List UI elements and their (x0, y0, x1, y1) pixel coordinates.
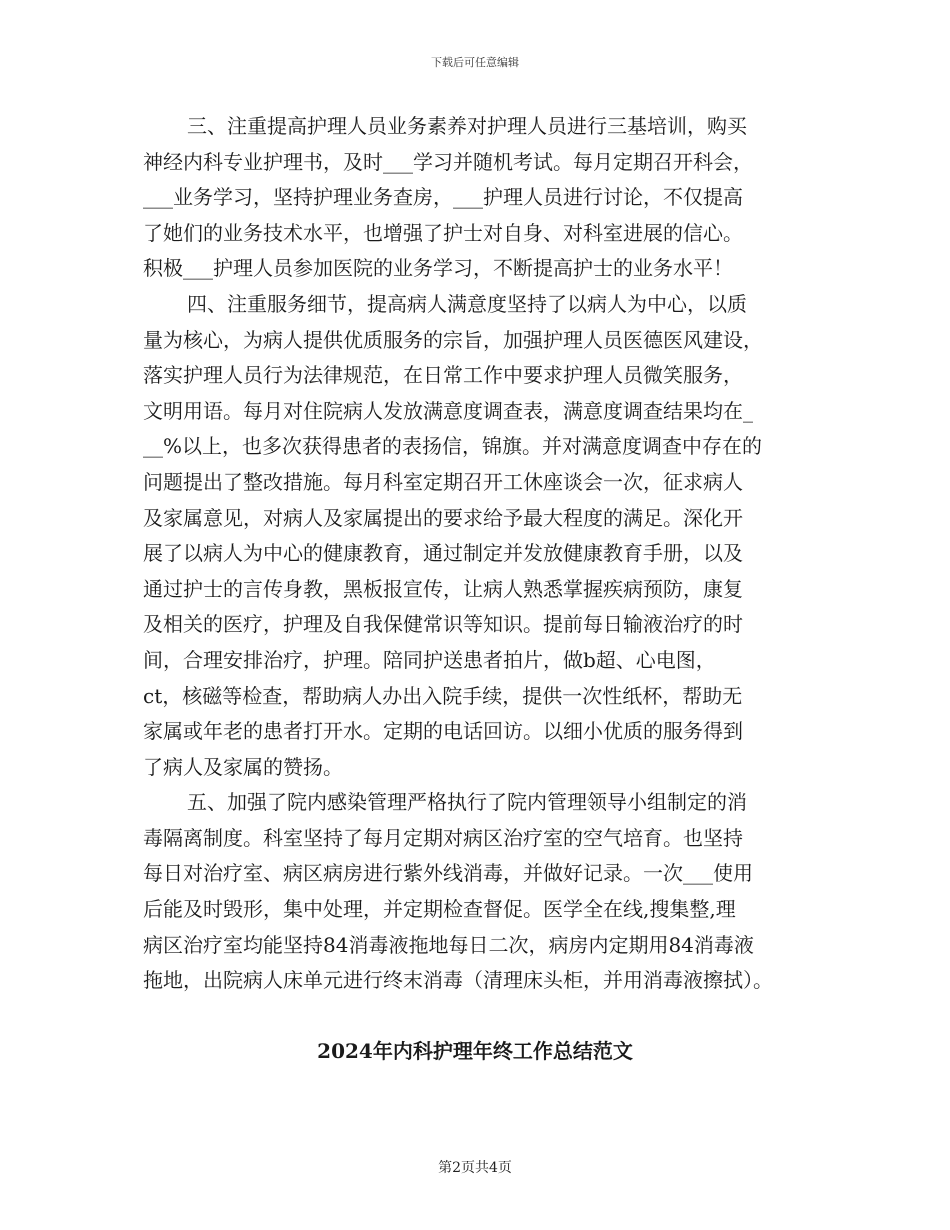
paragraph-line: 及相关的医疗，护理及自我保健常识等知识。提前每日输液治疗的时 (143, 612, 743, 637)
paragraph-line: 病区治疗室均能坚持84消毒液拖地每日二次，病房内定期用84消毒液 (143, 932, 754, 957)
paragraph-line: 了她们的业务技术水平，也增强了护士对自身、对科室进展的信心。 (143, 220, 743, 245)
paragraph-line: 量为核心，为病人提供优质服务的宗旨，加强护理人员医德医风建设， (143, 327, 763, 352)
paragraph-line: 及家属意见，对病人及家属提出的要求给予最大程度的满足。深化开 (143, 505, 743, 530)
paragraph-line: 每日对治疗室、病区病房进行紫外线消毒，并做好记录。一次___使用 (143, 861, 753, 886)
paragraph-line: 文明用语。每月对住院病人发放满意度调查表，满意度调查结果均在_ (143, 398, 753, 423)
paragraph-line: ct，核磁等检查，帮助病人办出入院手续，提供一次性纸杯，帮助无 (143, 683, 743, 708)
paragraph-line: 问题提出了整改措施。每月科室定期召开工休座谈会一次，征求病人 (143, 469, 743, 494)
page-number: 第2页共4页 (438, 1160, 512, 1176)
paragraph-line: 三、注重提高护理人员业务素养对护理人员进行三基培训，购买 (187, 114, 747, 138)
page-header-note: 下载后可任意编辑 (431, 56, 519, 69)
paragraph-line: 后能及时毁形，集中处理，并定期检查督促。医学全在线,搜集整,理 (143, 897, 736, 922)
document-title: 2024年内科护理年终工作总结范文 (317, 1039, 633, 1063)
document-body (143, 109, 823, 999)
paragraph-line: 家属或年老的患者打开水。定期的电话回访。以细小优质的服务得到 (143, 719, 743, 744)
paragraph-line: 展了以病人为中心的健康教育，通过制定并发放健康教育手册，以及 (143, 541, 743, 566)
paragraph-line: ___业务学习，坚持护理业务查房，___护理人员进行讨论，不仅提高 (143, 185, 743, 210)
paragraph-line: 神经内科专业护理书，及时___学习并随机考试。每月定期召开科会， (143, 149, 753, 174)
paragraph-line: 通过护士的言传身教，黑板报宣传，让病人熟悉掌握疾病预防，康复 (143, 576, 743, 601)
paragraph-line: 毒隔离制度。科室坚持了每月定期对病区治疗室的空气培育。也坚持 (143, 825, 743, 850)
paragraph-line: 四、注重服务细节，提高病人满意度坚持了以病人为中心，以质 (187, 291, 747, 316)
paragraph-line: 拖地，出院病人床单元进行终末消毒（清理床头柜，并用消毒液擦拭）。 (143, 968, 773, 993)
paragraph-line: 落实护理人员行为法律规范，在日常工作中要求护理人员微笑服务， (143, 363, 743, 388)
paragraph-line: 积极___护理人员参加医院的业务学习，不断提高护士的业务水平！ (143, 256, 733, 281)
paragraph-line: 间，合理安排治疗，护理。陪同护送患者拍片，做b超、心电图， (143, 647, 716, 672)
paragraph-line: __%以上，也多次获得患者的表扬信，锦旗。并对满意度调查中存在的 (143, 434, 763, 459)
paragraph-line: 了病人及家属的赞扬。 (143, 754, 343, 779)
paragraph-line: 五、加强了院内感染管理严格执行了院内管理领导小组制定的消 (187, 790, 747, 815)
